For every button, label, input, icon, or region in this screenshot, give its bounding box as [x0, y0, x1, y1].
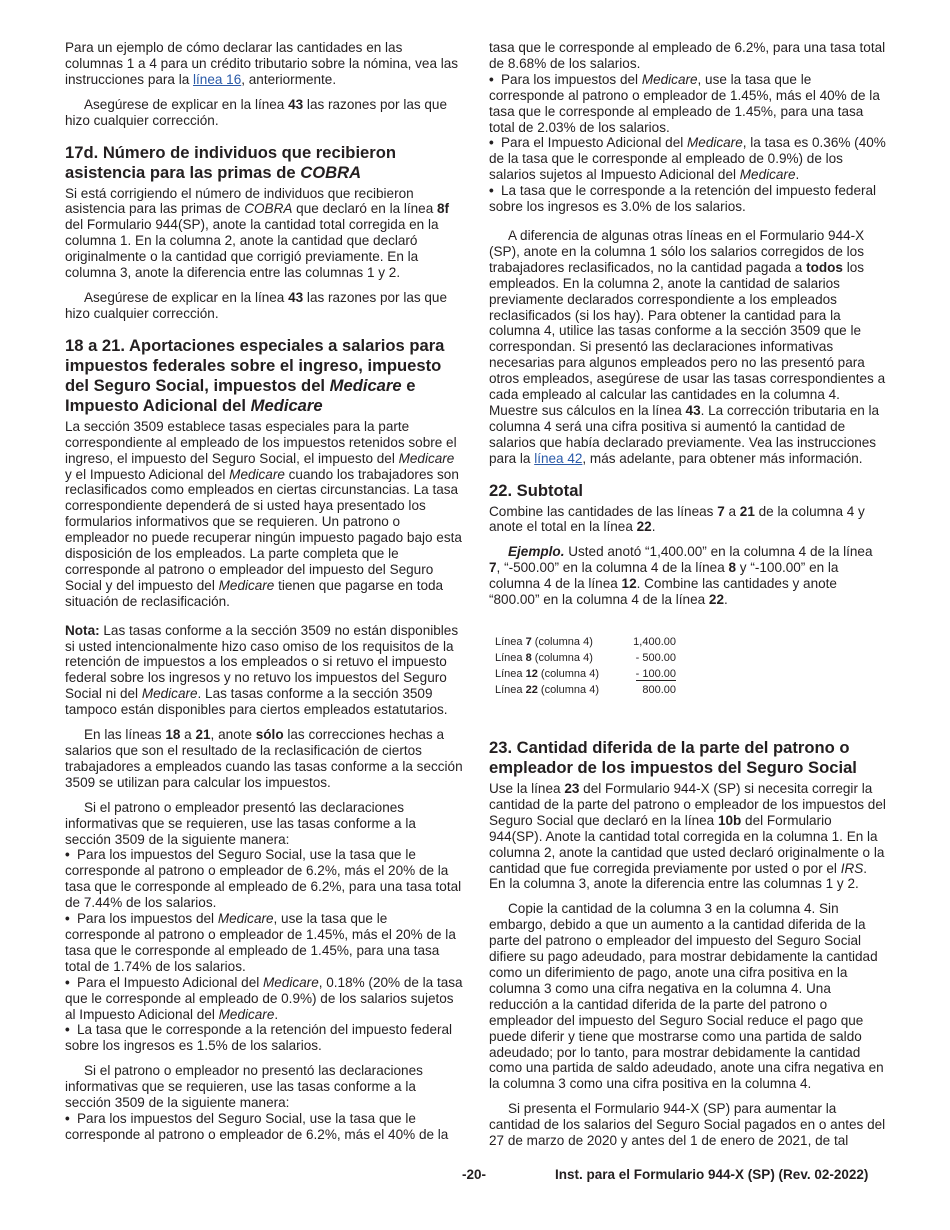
- italic-text: Medicare: [641, 71, 698, 87]
- italic-text: Medicare: [141, 686, 198, 702]
- italic-text: Medicare: [250, 395, 323, 415]
- text: , la tasa es 0.36% (40% de la tasa que le corresponde al empleado de 0.9%) de los salarios sujetos al Impuesto Adicional del: [489, 135, 886, 183]
- bold-text: 8f: [437, 201, 450, 217]
- left-column: [65, 40, 463, 1143]
- bold-text: 8: [728, 560, 737, 576]
- paragraph: [489, 1101, 887, 1149]
- bold-text: 43: [288, 96, 304, 112]
- note-label: Nota:: [65, 622, 100, 638]
- section-heading-18-21: [65, 336, 463, 416]
- footer-title: Inst. para el Formulario 944-X (SP) (Rev. 02-2022): [555, 1167, 869, 1182]
- paragraph: [489, 40, 887, 72]
- table-cell-value: [623, 650, 676, 666]
- bold-text: 23: [564, 781, 580, 796]
- text: Para los impuestos del Seguro Social, use la tasa que le corresponde al patrono o empleador de 6.2%, más el 40% de la: [65, 1110, 449, 1142]
- text: , “-500.00” en la columna 4 de la línea: [496, 560, 729, 576]
- text: y “-100.00” en la columna 4 de la línea: [489, 560, 839, 592]
- text: que declaró en la línea: [292, 201, 438, 217]
- text: Use la línea: [489, 781, 565, 796]
- text: Línea: [495, 668, 526, 680]
- italic-text: Medicare: [217, 911, 274, 927]
- bullet-icon: •: [65, 1022, 70, 1038]
- page-number: -20-: [462, 1167, 487, 1182]
- table-row: [495, 634, 676, 650]
- text: Línea: [495, 652, 526, 664]
- text: .: [723, 592, 728, 608]
- text: y el Impuesto Adicional del: [65, 466, 230, 482]
- table-cell-label: [495, 650, 623, 666]
- text: - 500.00: [635, 652, 676, 664]
- text: La tasa que le corresponde a la retención del impuesto federal sobre los ingresos es 3.0% de los salarios.: [489, 183, 877, 215]
- text: 18 a 21. Aportaciones especiales a salarios para impuestos federales sobre el ingreso, impuesto del Seguro Social, impuestos del: [65, 335, 445, 395]
- text: . En la columna 3, anote la diferencia entre las columnas 1 y 2.: [489, 860, 868, 892]
- bold-text: 7: [525, 636, 532, 648]
- text: Copie la cantidad de la columna 3 en la columna 4. Sin embargo, debido a que un aumento a la cantidad diferida de la parte del patrono o empleador del impuesto del Seguro Social difiere su pago adeudado, para mostrar debidamente la cantidad como un diferimiento de pago, anote una cifra positiva en la columna 3 como una cifra negativa en la columna 4. Una reducción a la cantidad diferida de la parte del patrono o empleador del impuesto del Seguro Social reduce el pago que puede diferir y tiene que mostrarse como una partida de saldo adeudado; por lo tanto, para mostrar debidamente la cantidad como una partida de saldo adeudado, anote una cifra negativa en la columna 3 como una cifra positiva en la columna 4.: [489, 901, 884, 1092]
- paragraph: [65, 186, 463, 281]
- text: cuando los trabajadores son reclasificados como empleados en ciertas circunstancias. La tasa correspondiente dependerá de si usted haya presentado los formularios informativos que se requieren. Un patrono o empleador no puede recuperar ningún impuesto pagado bajo esta disposición de los empleados. La parte completa que le corresponde al patrono o empleador del impuesto del Seguro Social y del impuesto del: [65, 466, 462, 593]
- italic-text: Medicare: [398, 450, 455, 466]
- bold-text: sólo: [255, 727, 284, 743]
- bullet-icon: •: [65, 1110, 70, 1126]
- text: .: [651, 519, 656, 535]
- table-cell-label: [495, 682, 623, 698]
- bold-text: 21: [739, 503, 755, 519]
- text: del Formulario 944(SP). Anote la cantidad total corregida en la columna 1. En la columna 2, anote la cantidad que usted declaró originalmente o la cantidad que fue corregida previamente por usted o por el: [489, 812, 885, 876]
- text: .: [795, 167, 800, 183]
- section-heading-22: 22. Subtotal: [489, 480, 584, 500]
- bullet-icon: •: [65, 911, 70, 927]
- table-row: [495, 682, 676, 698]
- text: las razones por las que hizo cualquier corrección.: [65, 289, 448, 321]
- bold-text: 10b: [717, 812, 742, 828]
- bullet-item: [489, 72, 887, 136]
- text: 17d. Número de individuos que recibieron asistencia para las primas de: [65, 142, 397, 182]
- text: - 100.00: [635, 668, 676, 680]
- text: Para el Impuesto Adicional del: [501, 135, 688, 151]
- text: Línea: [495, 636, 526, 648]
- table-cell-value: [623, 682, 676, 698]
- text: , anote: [210, 727, 256, 743]
- text: Para los impuestos del: [501, 71, 642, 87]
- table-cell-label: [495, 666, 623, 682]
- bullet-icon: •: [489, 71, 494, 87]
- text: En las líneas: [84, 727, 166, 743]
- italic-text: Medicare: [218, 577, 275, 593]
- text: Las tasas conforme a la sección 3509 no están disponibles si usted intencionalmente hizo caso omiso de los requisitos de la retención de impuestos a los empleados o si retuvo el impuesto federal sobre los ingresos y no retuvo los impuestos del Seguro Social ni del: [65, 622, 459, 702]
- text: Si está corrigiendo el número de individuos que recibieron asistencia para las primas de: [65, 185, 414, 217]
- text: a: [724, 503, 740, 519]
- text: La tasa que le corresponde a la retención del impuesto federal sobre los ingresos es 1.5% de los salarios.: [65, 1022, 453, 1054]
- bold-text: 22: [708, 592, 724, 608]
- text: Para un ejemplo de cómo declarar las cantidades en las columnas 1 a 4 para un crédito tributario sobre la nómina, vea las instrucciones para la: [65, 40, 459, 87]
- text: Asegúrese de explicar en la línea: [84, 96, 289, 112]
- table-row: [495, 650, 676, 666]
- section-heading-23: 23. Cantidad diferida de la parte del patrono o empleador de los impuestos del Seguro Social: [489, 738, 857, 777]
- text: . Combine las cantidades y anote “800.00” en la columna 4 de la línea: [489, 576, 837, 608]
- section-heading-17d: [65, 143, 463, 183]
- paragraph: [489, 504, 887, 536]
- note-paragraph: [65, 623, 463, 718]
- text: los empleados. En la columna 2, anote la cantidad de salarios previamente declarados correspondiente a los empleados reclasificados (si los hay). Para obtener la cantidad para la columna 4, utilice las tasas conforme a la sección 3509 que le correspondan. Si presentó las declaraciones informativas necesarias para algunos empleados pero no las presentó para otros empleados, asegúrese de usar las tasas correspondientes a cada empleado al calcular las cantidades en la columna 4. Muestre sus cálculos en la línea: [489, 259, 886, 418]
- bullet-icon: •: [65, 847, 70, 863]
- text: Línea: [495, 684, 526, 696]
- table-cell-value: [623, 634, 676, 650]
- text: La sección 3509 establece tasas especiales para la parte correspondiente al empleado de los impuestos retenidos sobre el ingreso, el impuesto del Seguro Social, el impuesto del: [65, 418, 457, 466]
- paragraph: [489, 781, 887, 892]
- bullet-item: [489, 183, 887, 215]
- text: , use la tasa que le corresponde al patrono o empleador de 1.45%, más el 40% de la tasa que le corresponde al empleado de 1.45%, para una tasa total de 2.03% de los salarios.: [489, 71, 880, 135]
- text: Si el patrono o empleador presentó las declaraciones informativas que se requieren, use las tasas conforme a la sección 3509 de la siguiente manera:: [65, 799, 416, 847]
- bold-text: 43: [288, 289, 304, 305]
- bullet-item: [489, 135, 887, 183]
- bold-text: 22: [525, 684, 538, 696]
- text: .: [274, 1006, 279, 1022]
- text: A diferencia de algunas otras líneas en el Formulario 944-X (SP), anote en la columna 1 sólo los salarios corregidos de los trabajadores reclasificados, no la cantidad pagada a: [489, 227, 865, 275]
- text: las correcciones hechas a salarios que son el resultado de la reclasificación de ciertos trabajadores a empleados cuando las tasas conforme a la sección 3509 se utilizan para calcular los impuestos.: [65, 727, 463, 790]
- table-row: [495, 666, 676, 682]
- text: 1,400.00: [633, 636, 676, 648]
- bullet-item: [65, 975, 463, 1023]
- bold-text: 12: [525, 668, 538, 680]
- text: Para el Impuesto Adicional del: [77, 974, 264, 990]
- paragraph: [65, 290, 463, 322]
- bullet-item: [65, 1022, 463, 1054]
- text: , 0.18% (20% de la tasa que le corresponde al empleado de 0.9%) de los salarios sujetos al Impuesto Adicional del: [65, 974, 463, 1022]
- bold-text: 7: [717, 503, 725, 519]
- page-footer: [0, 1167, 950, 1187]
- bold-text: todos: [806, 259, 843, 275]
- example-calculation-table: [495, 634, 676, 698]
- bullet-icon: •: [489, 135, 494, 151]
- text: (columna 4): [537, 668, 599, 680]
- link-linea-42[interactable]: línea 42: [534, 450, 583, 466]
- text: tienen que pagarse en toda situación de reclasificación.: [65, 577, 444, 609]
- italic-text: IRS: [840, 860, 864, 876]
- text: e Impuesto Adicional del: [65, 375, 416, 415]
- italic-text: COBRA: [300, 162, 362, 182]
- text: Combine las cantidades de las líneas: [489, 503, 718, 519]
- table-cell-label: [495, 634, 623, 650]
- text: a: [180, 727, 196, 743]
- paragraph: [65, 1063, 463, 1111]
- text: Asegúrese de explicar en la línea: [84, 289, 289, 305]
- italic-text: COBRA: [244, 201, 293, 217]
- text: Si presenta el Formulario 944-X (SP) para aumentar la cantidad de los salarios del Seguro Social pagados en o antes del 27 de marzo de 2020 y antes del 1 de enero de 2021, de tal: [489, 1101, 886, 1149]
- text: Para los impuestos del Seguro Social, use la tasa que le corresponde al patrono o empleador de 6.2%, más el 20% de la tasa que le corresponde al empleado de 6.2%, para una tasa total de 7.44% de los salarios.: [65, 847, 462, 911]
- bold-text: 12: [621, 576, 637, 592]
- paragraph: [65, 419, 463, 610]
- paragraph: [65, 800, 463, 848]
- text: las razones por las que hizo cualquier corrección.: [65, 96, 448, 128]
- text: . La corrección tributaria en la columna 4 será una cifra positiva si aumentó la cantidad de salarios que había declarado previamente. Vea las instrucciones para la: [489, 402, 880, 466]
- bullet-item: [65, 1111, 463, 1143]
- bold-text: 18: [165, 727, 181, 743]
- paragraph: [489, 228, 887, 467]
- table-cell-value: [623, 666, 676, 682]
- text: , use la tasa que le corresponde al patrono o empleador de 1.45%, más el 20% de la tasa que le corresponde al empleado de 1.45%, para una tasa total de 1.74% de los salarios.: [65, 911, 456, 974]
- bullet-item: [65, 911, 463, 975]
- text: (columna 4): [531, 652, 593, 664]
- bold-text: 7: [489, 560, 497, 576]
- text: tasa que le corresponde al empleado de 6.2%, para una tasa total de 8.68% de los salarios.: [489, 40, 886, 71]
- italic-text: Medicare: [218, 1006, 275, 1022]
- text: (columna 4): [537, 684, 599, 696]
- paragraph: [65, 727, 463, 791]
- text: del Formulario 944(SP), anote la cantidad total corregida en la columna 1. En la columna 2, anote la cantidad que declaró originalmente o la cantidad que corrigió previamente. En la columna 3, anote la diferencia entre las columnas 1 y 2.: [65, 217, 439, 281]
- italic-text: Medicare: [229, 466, 285, 482]
- paragraph: [65, 40, 463, 88]
- italic-text: Medicare: [739, 167, 796, 183]
- text: (columna 4): [531, 636, 593, 648]
- italic-text: Medicare: [263, 974, 319, 990]
- bullet-icon: •: [65, 974, 70, 990]
- text: del Formulario 944-X (SP) si necesita corregir la cantidad de la parte del patrono o empleador de los impuestos del Seguro Social que declaró en la línea: [489, 781, 886, 828]
- italic-text: Medicare: [687, 135, 743, 151]
- example-label: Ejemplo.: [508, 544, 565, 560]
- text: Para los impuestos del: [77, 911, 218, 927]
- right-column: [489, 40, 887, 1149]
- text: . Las tasas conforme a la sección 3509 tampoco están disponibles para ciertos empleados estatutarios.: [65, 686, 448, 718]
- text: , más adelante, para obtener más información.: [582, 450, 863, 466]
- italic-text: Medicare: [329, 375, 402, 395]
- bold-text: 22: [636, 519, 652, 535]
- link-linea-16[interactable]: línea 16: [193, 71, 242, 87]
- bold-text: 21: [195, 727, 211, 743]
- paragraph: [65, 97, 463, 129]
- text: de la columna 4 y anote el total en la línea: [489, 503, 865, 535]
- paragraph: [489, 901, 887, 1092]
- bullet-item: [65, 847, 463, 911]
- text: 800.00: [642, 684, 676, 696]
- bullet-icon: •: [489, 183, 494, 199]
- text: Si el patrono o empleador no presentó las declaraciones informativas que se requieren, use las tasas conforme a la sección 3509 de la siguiente manera:: [65, 1063, 423, 1111]
- text: Usted anotó “1,400.00” en la columna 4 de la línea: [564, 544, 873, 560]
- example-paragraph: [489, 544, 887, 608]
- bold-text: 43: [685, 402, 701, 418]
- text: , anteriormente.: [241, 71, 337, 87]
- bold-text: 8: [525, 652, 532, 664]
